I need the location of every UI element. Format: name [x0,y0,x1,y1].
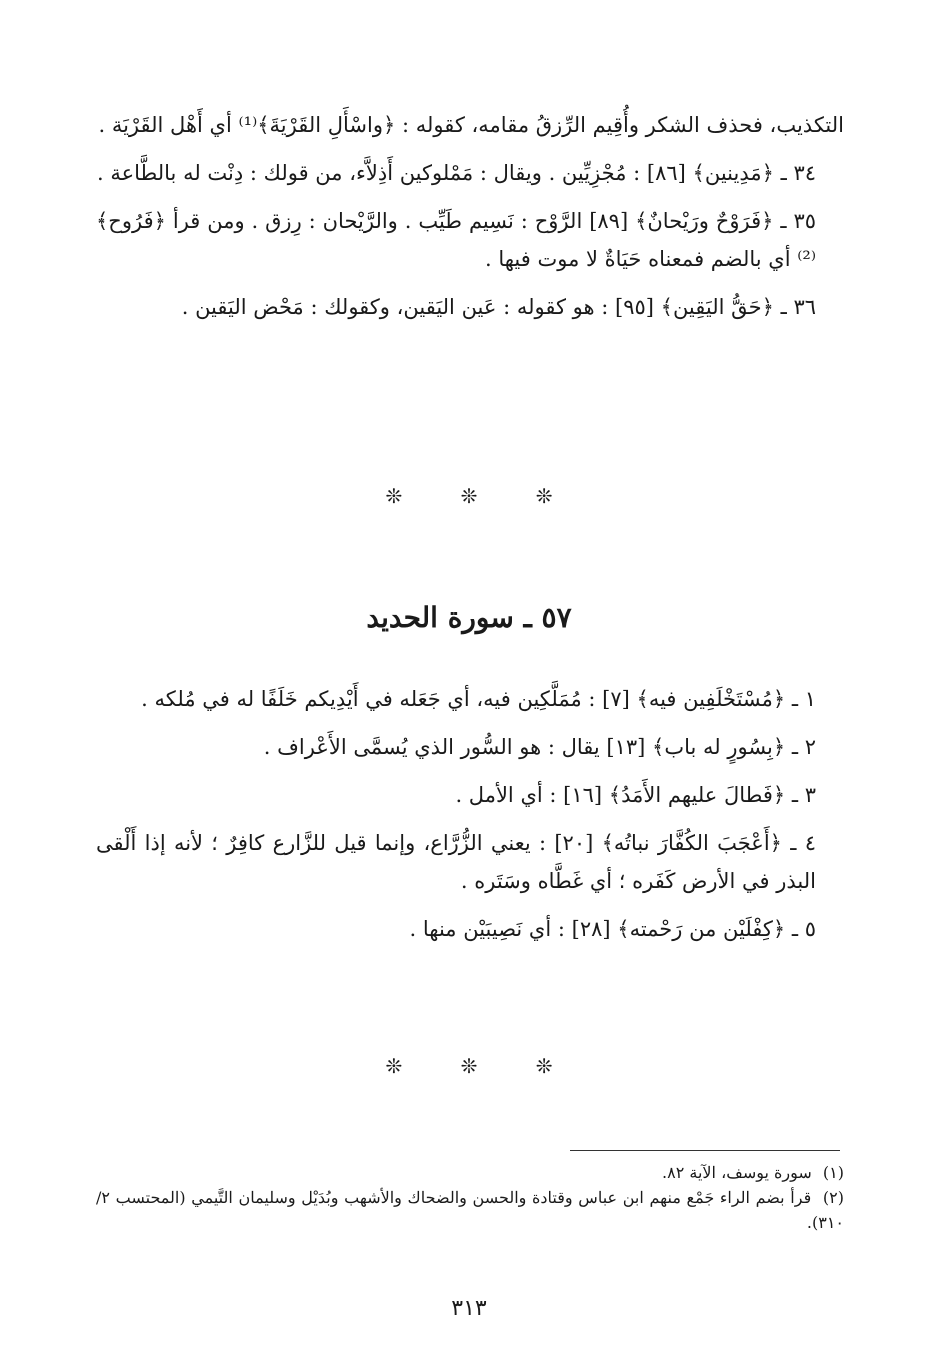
paragraph-5: ٥ ـ ﴿كِفْلَيْن من رَحْمته﴾ [٢٨] : أي نَصِيبَيْن منها . [409,917,816,941]
footnote-text: قرأ بضم الراء جَمْع منهم ابن عباس وقتادة والحسن والضحاك والأشهب وبُدَيْل وسليمان التَّيمي (المحتسب ٢/ ٣١٠). [96,1188,844,1232]
page-number: ٣١٣ [451,1296,487,1321]
surah-title: ٥٧ ـ سورة الحديد [366,601,572,634]
star-ornament-icon: ❊ [460,1054,478,1078]
paragraph-takdhib: التكذيب، فحذف الشكر وأُقِيم الرِّزقُ مقامه، كقوله : ﴿واسْأَلِ القَرْيَةَ﴾⁽¹⁾ أي أَهْل القَرْيَة . [98,113,844,137]
paragraph-34: ٣٤ ـ ﴿مَدِينين﴾ [٨٦] : مُجْزِيِّين . ويقال : مَمْلوكين أَذِلاَّء، من قولك : دِنْت له بالطَّاعة . [96,161,816,185]
footnote-divider [570,1150,840,1151]
paragraph-2: ٢ ـ ﴿بِسُورٍ له باب﴾ [١٣] يقال : هو السُّور الذي يُسمَّى الأَعْراف . [263,735,816,759]
footnote-1 [96,1160,844,1185]
footnotes [96,1160,844,1235]
top-section [96,106,844,336]
section-separator [0,484,938,508]
star-ornament-icon: ❊ [385,484,403,508]
footnote-text: سورة يوسف، الآية ٨٢. [662,1163,812,1182]
footnote-number: (١) [822,1163,844,1182]
paragraph-3: ٣ ـ ﴿فَطالَ عليهم الأَمَدُ﴾ [١٦] : أي الأمل . [455,783,816,807]
section-separator-bottom [0,1054,938,1078]
star-ornament-icon: ❊ [535,1054,553,1078]
bottom-section [96,680,844,958]
paragraph-36: ٣٦ ـ ﴿حَقُّ اليَقِين﴾ [٩٥] : هو كقوله : عَين اليَقين، وكقولك : مَحْض اليَقين . [181,295,816,319]
paragraph-4: ٤ ـ ﴿أَعْجَبَ الكُفَّارَ نباتُه﴾ [٢٠] : يعني الزُّرَّاع، وإنما قيل للزَّارع كافِرٌ ؛ لأنه إذا أَلْقى البذر في الأرض كَفَره ؛ أي غَطَّاه وسَتَره . [96,831,816,893]
paragraph-1: ١ ـ ﴿مُسْتَخْلَفِين فيه﴾ [٧] : مُمَلَّكِين فيه، أي جَعَله في أَيْدِيكم خَلَفًا له في مُلكه . [141,687,816,711]
paragraph-35: ٣٥ ـ ﴿فَرَوْحٌ ورَيْحانٌ﴾ [٨٩] الرَّوْح : نَسِيم طَيِّب . والرَّيْحان : رِزق . ومن قرأ ﴿فَرُوح﴾⁽²⁾ أي بالضم فمعناه حَيَاةٌ لا موت فيها . [96,209,816,271]
star-ornament-icon: ❊ [460,484,478,508]
star-ornament-icon: ❊ [385,1054,403,1078]
footnote-2 [96,1185,844,1235]
footnote-number: (٢) [822,1188,844,1207]
star-ornament-icon: ❊ [535,484,553,508]
